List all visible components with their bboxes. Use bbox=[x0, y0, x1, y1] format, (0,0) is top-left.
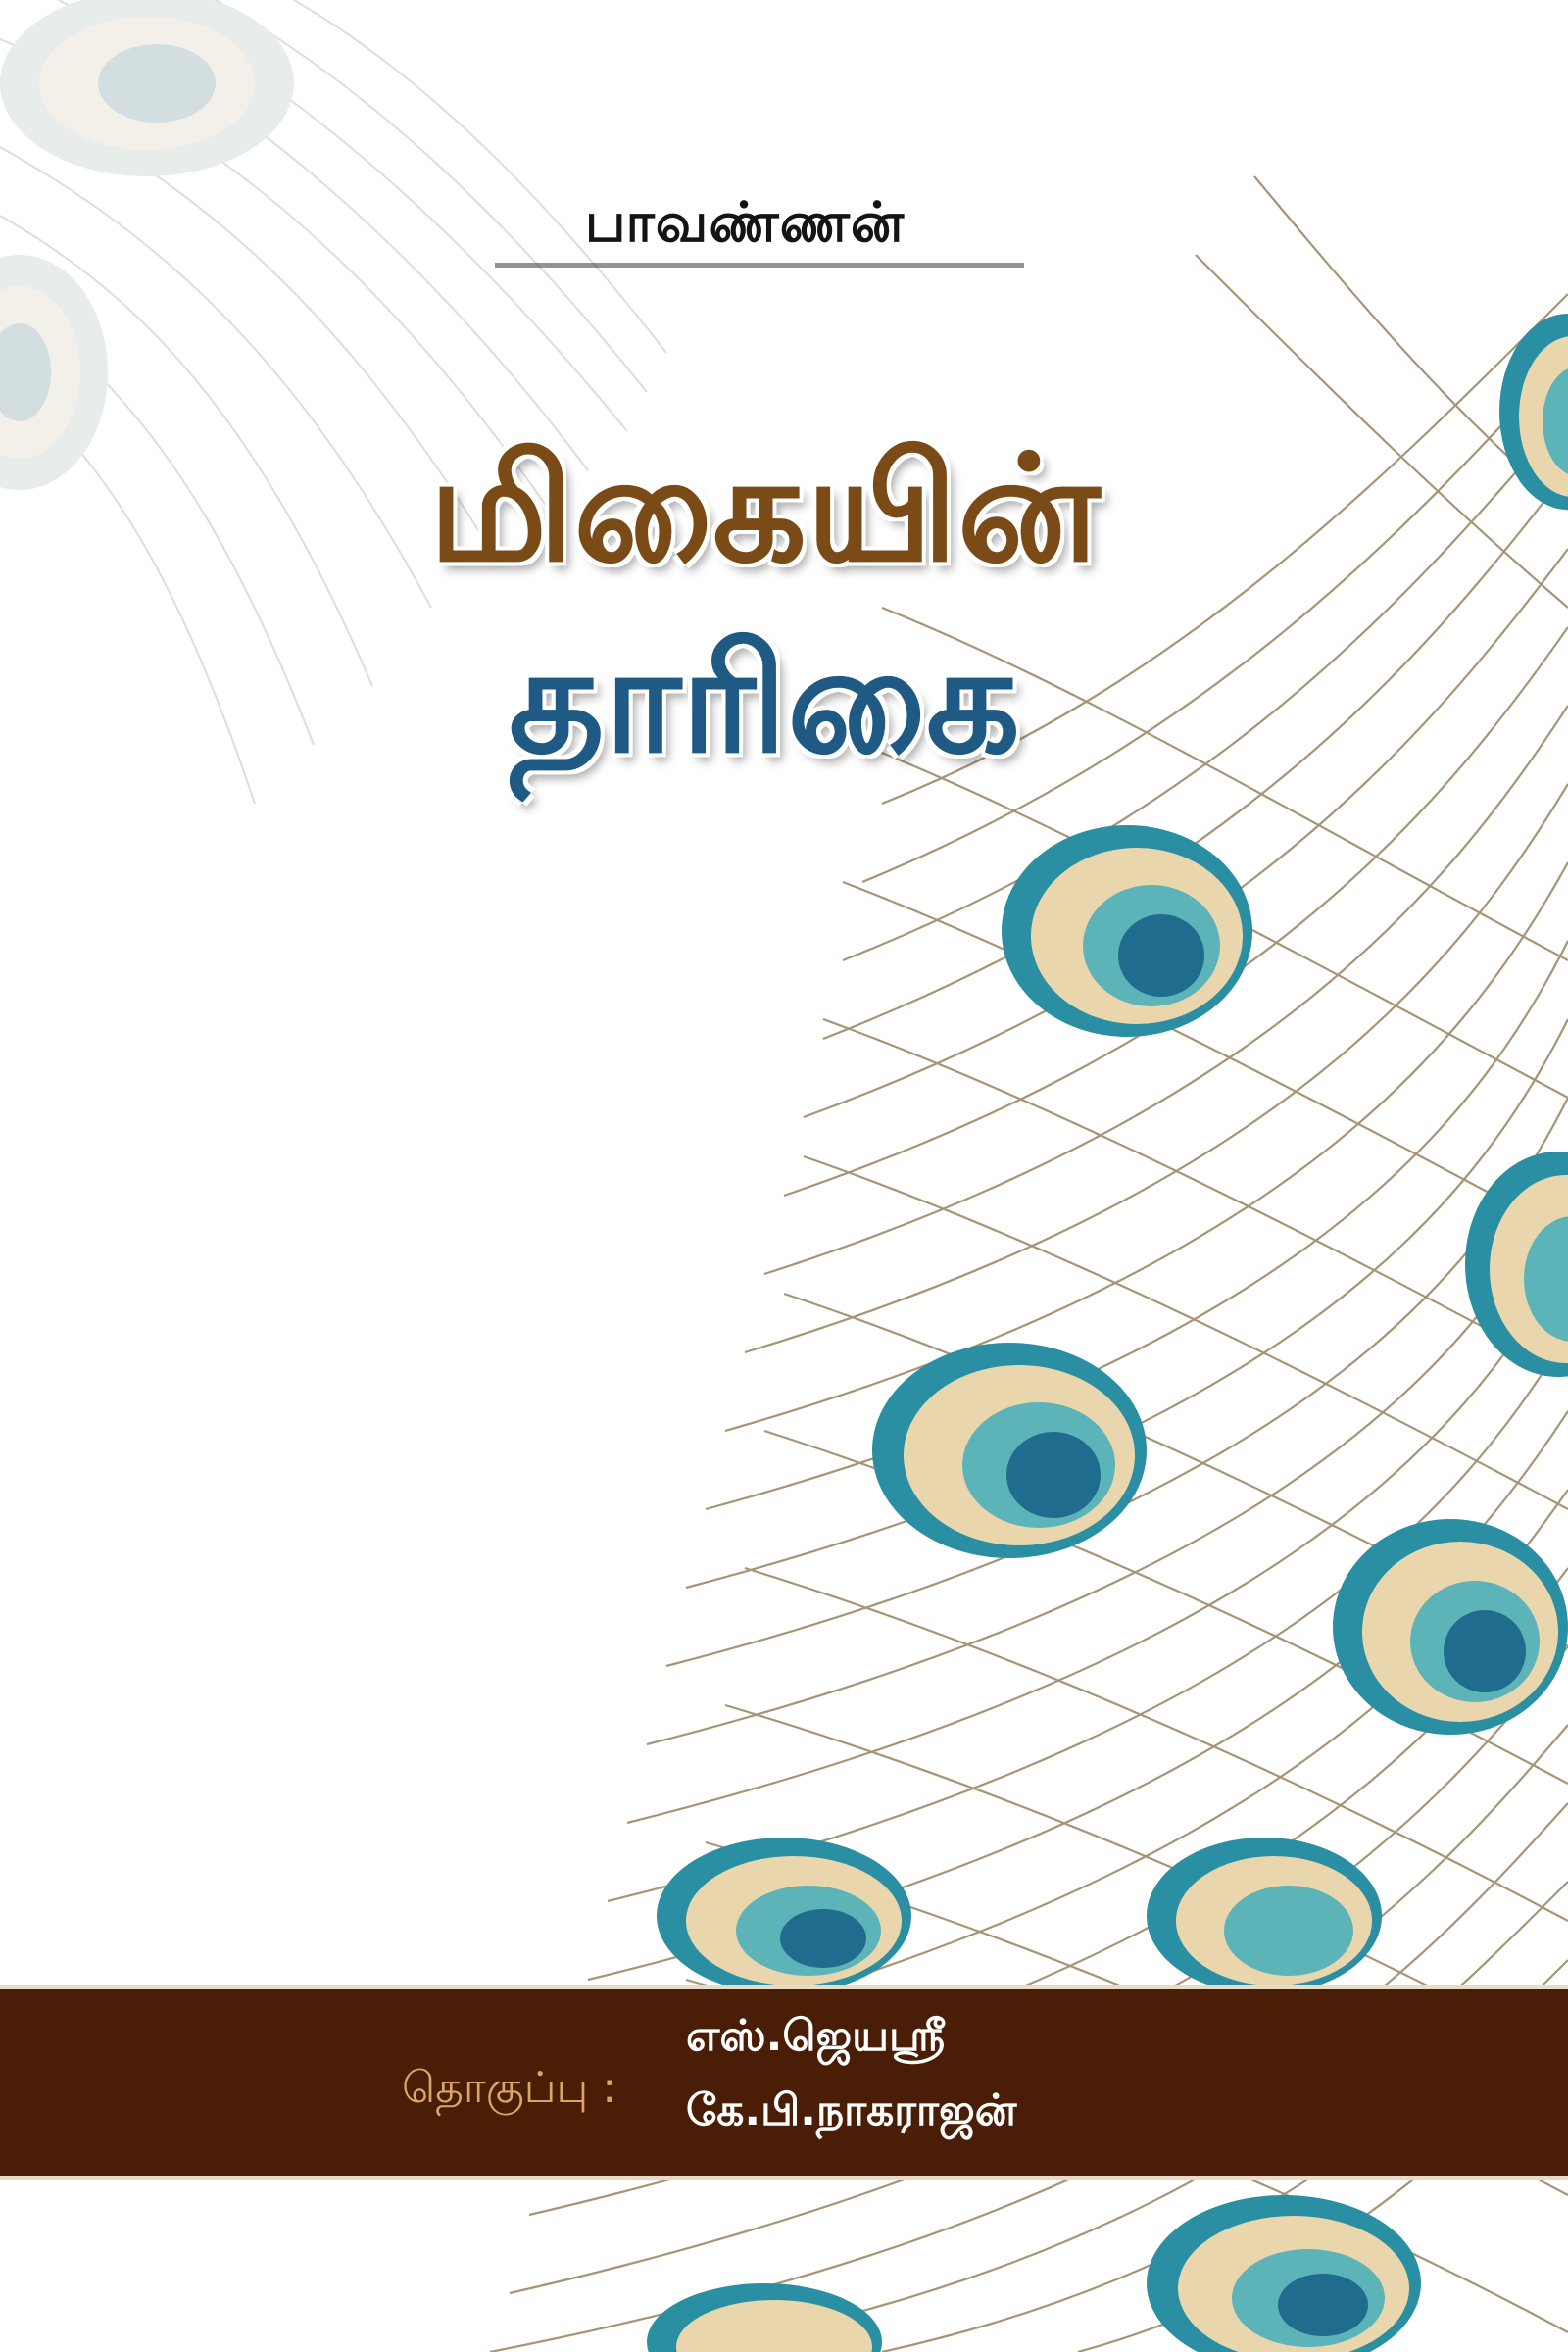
title-line-1: மிகையின் bbox=[428, 424, 1101, 595]
author-underline bbox=[495, 263, 1024, 268]
feather-eye bbox=[872, 1343, 1147, 1558]
feather-eye bbox=[657, 1838, 911, 1994]
faint-eye bbox=[0, 0, 294, 176]
feather-eye bbox=[1147, 2195, 1421, 2352]
compiled-by-label: தொகுப்பு : bbox=[402, 2063, 617, 2113]
editor-name: கே.பி.நாகராஜன் bbox=[686, 2085, 1017, 2135]
feather-eye bbox=[1333, 1519, 1568, 1735]
feather-eye bbox=[1002, 825, 1252, 1037]
editor-name: எஸ்.ஜெயஸ்ரீ bbox=[686, 2011, 946, 2061]
author-name: பாவண்ணன் bbox=[584, 191, 906, 255]
feather-eye bbox=[1147, 1838, 1382, 1994]
title-line-2: தாரிகை bbox=[509, 615, 1020, 786]
feather-eye bbox=[647, 2283, 882, 2352]
faint-eye bbox=[0, 255, 108, 490]
feather-eye bbox=[1465, 1152, 1568, 1377]
